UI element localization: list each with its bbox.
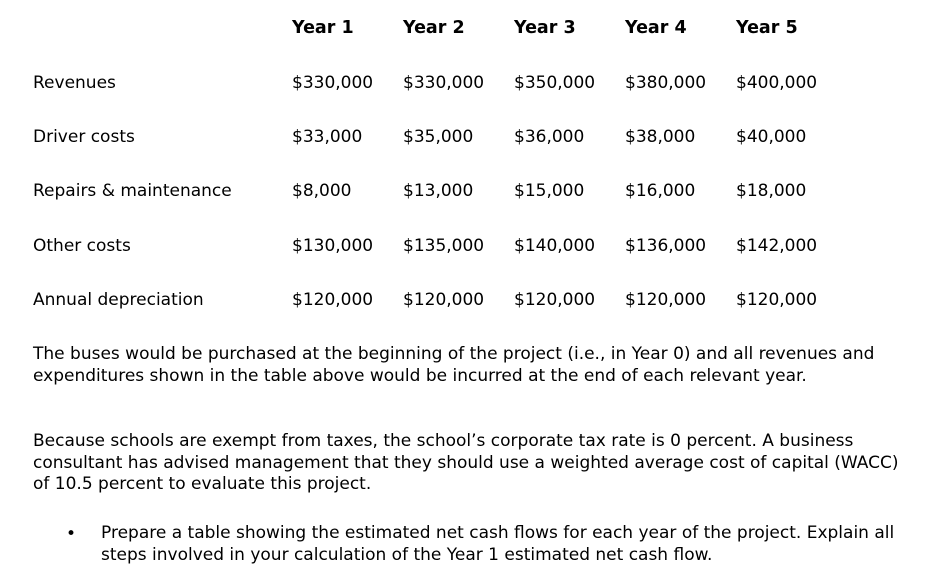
table-cell: $13,000 xyxy=(403,181,474,201)
bullet-item-task: Prepare a table showing the estimated net cash flows for each year of the project. Explain all steps involved in your calculation of the Year 1 estimated net cash flow. xyxy=(101,523,895,565)
table-cell: $135,000 xyxy=(403,236,485,256)
row-label-repairs-maintenance: Repairs & maintenance xyxy=(33,181,232,201)
row-label-other-costs: Other costs xyxy=(33,236,131,256)
table-cell: $120,000 xyxy=(514,290,596,310)
table-cell: $8,000 xyxy=(292,181,352,201)
table-cell: $350,000 xyxy=(514,73,596,93)
table-cell: $142,000 xyxy=(736,236,818,256)
bullet-marker: • xyxy=(66,524,77,544)
table-cell: $18,000 xyxy=(736,181,807,201)
table-cell: $40,000 xyxy=(736,127,807,147)
table-cell: $330,000 xyxy=(403,73,485,93)
row-label-revenues: Revenues xyxy=(33,73,116,93)
table-cell: $120,000 xyxy=(625,290,707,310)
table-cell: $130,000 xyxy=(292,236,374,256)
column-header-year-5: Year 5 xyxy=(736,18,798,38)
table-cell: $36,000 xyxy=(514,127,585,147)
table-cell: $35,000 xyxy=(403,127,474,147)
table-cell: $33,000 xyxy=(292,127,363,147)
row-label-annual-depreciation: Annual depreciation xyxy=(33,290,204,310)
table-cell: $120,000 xyxy=(292,290,374,310)
row-label-driver-costs: Driver costs xyxy=(33,127,135,147)
table-cell: $330,000 xyxy=(292,73,374,93)
table-cell: $38,000 xyxy=(625,127,696,147)
column-header-year-4: Year 4 xyxy=(625,18,687,38)
table-cell: $400,000 xyxy=(736,73,818,93)
column-header-year-2: Year 2 xyxy=(403,18,465,38)
table-cell: $140,000 xyxy=(514,236,596,256)
table-cell: $380,000 xyxy=(625,73,707,93)
table-cell: $136,000 xyxy=(625,236,707,256)
table-cell: $120,000 xyxy=(736,290,818,310)
column-header-year-3: Year 3 xyxy=(514,18,576,38)
table-cell: $15,000 xyxy=(514,181,585,201)
paragraph-tax-wacc: Because schools are exempt from taxes, the school’s corporate tax rate is 0 percent. A business consultant has advised management that they should use a weighted average cost of capital (WACC) of 10.5 percent to evaluate this project. xyxy=(33,431,899,494)
table-cell: $120,000 xyxy=(403,290,485,310)
paragraph-purchase-timing: The buses would be purchased at the beginning of the project (i.e., in Year 0) and all revenues and expenditures shown in the table above would be incurred at the end of each relevant year. xyxy=(33,344,875,386)
column-header-year-1: Year 1 xyxy=(292,18,354,38)
table-cell: $16,000 xyxy=(625,181,696,201)
